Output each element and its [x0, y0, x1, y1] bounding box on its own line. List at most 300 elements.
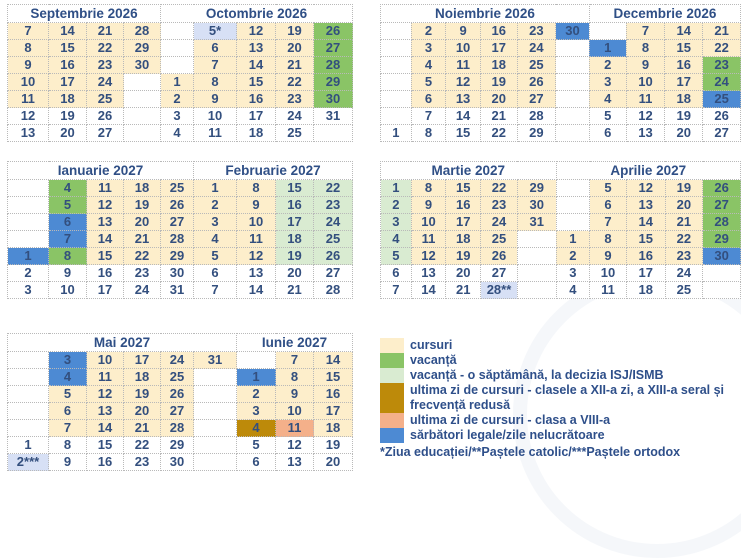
day-cell: 9	[446, 23, 481, 40]
calendar-block-nov-dec-2026	[380, 4, 741, 142]
day-cell: 28	[517, 108, 556, 125]
day-cell: 13	[626, 125, 665, 142]
day-cell: 18	[665, 91, 703, 108]
day-cell: 17	[49, 74, 87, 91]
day-cell: 1	[8, 437, 49, 454]
day-cell: 23	[481, 197, 518, 214]
week-row	[8, 74, 353, 91]
day-cell: 26	[481, 248, 518, 265]
day-cell: 11	[87, 369, 124, 386]
day-cell: 13	[446, 91, 481, 108]
day-cell: 18	[480, 57, 517, 74]
day-cell: 28**	[481, 282, 518, 299]
empty-cell	[589, 23, 626, 40]
day-cell: 5	[590, 180, 627, 197]
day-cell: 7	[194, 282, 237, 299]
day-cell: 22	[87, 40, 124, 57]
day-cell: 20	[665, 197, 703, 214]
day-cell: 18	[237, 125, 276, 142]
legend-footnote: *Ziua educației/**Paștele catolic/***Paștele ortodox	[380, 445, 681, 459]
month-title-jan-2027: Ianuarie 2027	[8, 162, 194, 180]
month-title-may-2027: Mai 2027	[8, 334, 237, 352]
empty-cell	[8, 180, 49, 197]
day-cell: 13	[237, 265, 276, 282]
empty-cell	[161, 57, 194, 74]
day-cell: 18	[314, 420, 353, 437]
day-cell: 20	[124, 214, 161, 231]
day-cell: 18	[124, 180, 161, 197]
day-cell: 17	[626, 265, 665, 282]
week-row	[381, 180, 741, 197]
day-cell: 9	[8, 57, 49, 74]
day-cell: 16	[237, 91, 276, 108]
day-cell: 15	[626, 231, 665, 248]
day-cell: 23	[665, 248, 703, 265]
day-cell: 19	[314, 437, 353, 454]
day-cell: 3	[381, 214, 412, 231]
day-cell: 8	[8, 40, 49, 57]
legend-item-cursuri	[380, 338, 740, 353]
week-row	[381, 74, 741, 91]
day-cell: 9	[626, 57, 665, 74]
legend-item-ultima-zi-viii	[380, 413, 740, 428]
empty-cell	[517, 282, 556, 299]
empty-cell	[194, 386, 237, 403]
day-cell: 9	[49, 454, 87, 471]
empty-cell	[381, 108, 412, 125]
day-cell: 16	[87, 454, 124, 471]
calendar-grid	[380, 161, 741, 299]
calendar-block-sep-oct-2026	[7, 4, 353, 142]
day-cell: 1	[589, 40, 626, 57]
day-cell: 12	[237, 23, 276, 40]
day-cell: 16	[49, 57, 87, 74]
legend-label: ultima zi de cursuri - clasele a XII-a zi, a XIII-a seral și frecvență redusă	[410, 383, 725, 412]
day-cell: 2	[8, 265, 49, 282]
day-cell: 29	[314, 74, 353, 91]
legend-swatch	[380, 383, 404, 413]
day-cell: 22	[703, 40, 741, 57]
day-cell: 14	[237, 57, 276, 74]
day-cell: 1	[8, 248, 49, 265]
day-cell: 10	[626, 74, 665, 91]
empty-cell	[381, 40, 412, 57]
day-cell: 6	[381, 265, 412, 282]
day-cell: 22	[124, 248, 161, 265]
day-cell: 29	[161, 248, 194, 265]
day-cell: 8	[626, 40, 665, 57]
month-title-feb-2027: Februarie 2027	[194, 162, 353, 180]
day-cell: 4	[49, 180, 87, 197]
day-cell: 16	[480, 23, 517, 40]
day-cell: 12	[87, 197, 124, 214]
day-cell: 3	[411, 40, 446, 57]
empty-cell	[194, 437, 237, 454]
day-cell: 16	[314, 386, 353, 403]
day-cell: 26	[161, 386, 194, 403]
day-cell: 27	[161, 214, 194, 231]
day-cell: 8	[276, 369, 314, 386]
day-cell: 21	[480, 108, 517, 125]
day-cell: 13	[411, 265, 446, 282]
day-cell: 9	[194, 91, 237, 108]
day-cell: 27	[87, 125, 124, 142]
day-cell: 2	[589, 57, 626, 74]
day-cell: 21	[124, 420, 161, 437]
day-cell: 8	[411, 125, 446, 142]
day-cell: 2	[237, 386, 276, 403]
month-title-apr-2027: Aprilie 2027	[556, 162, 740, 180]
day-cell: 7	[49, 231, 87, 248]
day-cell: 30	[314, 91, 353, 108]
day-cell: 22	[276, 74, 314, 91]
day-cell: 21	[703, 23, 741, 40]
day-cell: 7	[8, 23, 49, 40]
day-cell: 23	[703, 57, 741, 74]
empty-cell	[381, 74, 412, 91]
day-cell: 19	[124, 386, 161, 403]
day-cell: 16	[626, 248, 665, 265]
empty-cell	[556, 197, 590, 214]
day-cell: 25	[161, 180, 194, 197]
day-cell: 7	[381, 282, 412, 299]
day-cell: 17	[480, 40, 517, 57]
day-cell: 21	[87, 23, 124, 40]
day-cell: 1	[161, 74, 194, 91]
empty-cell	[381, 91, 412, 108]
empty-cell	[314, 125, 353, 142]
day-cell: 5*	[194, 23, 237, 40]
month-title-jun-2027: Iunie 2027	[237, 334, 353, 352]
week-row	[381, 40, 741, 57]
day-cell: 15	[665, 40, 703, 57]
day-cell: 10	[276, 403, 314, 420]
day-cell: 4	[49, 369, 87, 386]
day-cell: 23	[314, 197, 353, 214]
day-cell: 31	[517, 214, 556, 231]
day-cell: 11	[590, 282, 627, 299]
day-cell: 1	[237, 369, 276, 386]
legend-swatch	[380, 413, 404, 428]
legend-swatch	[380, 428, 404, 443]
day-cell: 10	[446, 40, 481, 57]
day-cell: 25	[314, 231, 353, 248]
day-cell: 6	[589, 125, 626, 142]
day-cell: 24	[481, 214, 518, 231]
day-cell: 14	[87, 420, 124, 437]
day-cell: 28	[161, 231, 194, 248]
day-cell: 6	[411, 91, 446, 108]
day-cell: 3	[8, 282, 49, 299]
month-title-nov-2026: Noiembrie 2026	[381, 5, 590, 23]
day-cell: 24	[314, 214, 353, 231]
day-cell: 5	[49, 386, 87, 403]
day-cell: 16	[87, 265, 124, 282]
week-row	[8, 420, 353, 437]
day-cell: 20	[124, 403, 161, 420]
week-row	[8, 180, 353, 197]
day-cell: 24	[161, 352, 194, 369]
day-cell: 19	[276, 248, 314, 265]
empty-cell	[517, 248, 556, 265]
day-cell: 17	[665, 74, 703, 91]
day-cell: 18	[124, 369, 161, 386]
day-cell: 11	[237, 231, 276, 248]
day-cell: 2	[381, 197, 412, 214]
day-cell: 6	[194, 265, 237, 282]
empty-cell	[194, 403, 237, 420]
day-cell: 24	[665, 265, 703, 282]
day-cell: 7	[194, 57, 237, 74]
empty-cell	[8, 214, 49, 231]
day-cell: 1	[194, 180, 237, 197]
day-cell: 15	[314, 369, 353, 386]
day-cell: 25	[87, 91, 124, 108]
empty-cell	[556, 108, 590, 125]
day-cell: 6	[49, 214, 87, 231]
day-cell: 17	[124, 352, 161, 369]
legend-swatch	[380, 338, 404, 353]
calendar-block-jan-feb-2027	[7, 161, 353, 299]
day-cell: 2	[161, 91, 194, 108]
day-cell: 19	[124, 197, 161, 214]
day-cell: 27	[314, 265, 353, 282]
empty-cell	[8, 386, 49, 403]
day-cell: 13	[626, 197, 665, 214]
day-cell: 11	[446, 57, 481, 74]
day-cell: 3	[161, 108, 194, 125]
day-cell: 14	[314, 352, 353, 369]
day-cell: 13	[87, 403, 124, 420]
day-cell: 13	[276, 454, 314, 471]
day-cell: 20	[49, 125, 87, 142]
week-row	[8, 369, 353, 386]
day-cell: 5	[589, 108, 626, 125]
day-cell: 25	[481, 231, 518, 248]
day-cell: 26	[314, 248, 353, 265]
day-cell: 28	[314, 57, 353, 74]
day-cell: 4	[237, 420, 276, 437]
day-cell: 12	[237, 248, 276, 265]
day-cell: 5	[411, 74, 446, 91]
day-cell: 15	[446, 125, 481, 142]
day-cell: 14	[237, 282, 276, 299]
day-cell: 10	[8, 74, 49, 91]
day-cell: 2	[411, 23, 446, 40]
day-cell: 30	[161, 265, 194, 282]
day-cell: 19	[446, 248, 481, 265]
day-cell: 12	[8, 108, 49, 125]
day-cell: 15	[49, 40, 87, 57]
empty-cell	[237, 352, 276, 369]
week-row	[381, 197, 741, 214]
day-cell: 23	[124, 454, 161, 471]
day-cell: 3	[556, 265, 590, 282]
day-cell: 14	[446, 108, 481, 125]
empty-cell	[8, 197, 49, 214]
empty-cell	[703, 265, 741, 282]
day-cell: 28	[314, 282, 353, 299]
empty-cell	[8, 231, 49, 248]
week-row	[8, 352, 353, 369]
day-cell: 16	[446, 197, 481, 214]
day-cell: 28	[703, 214, 741, 231]
day-cell: 12	[446, 74, 481, 91]
day-cell: 6	[237, 454, 276, 471]
day-cell: 1	[381, 125, 412, 142]
day-cell: 10	[411, 214, 446, 231]
day-cell: 3	[237, 403, 276, 420]
empty-cell	[8, 403, 49, 420]
day-cell: 9	[237, 197, 276, 214]
month-title-oct-2026: Octombrie 2026	[161, 5, 353, 23]
calendar-grid	[380, 4, 741, 142]
day-cell: 7	[276, 352, 314, 369]
day-cell: 25	[665, 282, 703, 299]
day-cell: 14	[411, 282, 446, 299]
day-cell: 27	[703, 197, 741, 214]
empty-cell	[517, 265, 556, 282]
day-cell: 30	[556, 23, 590, 40]
legend-swatch	[380, 353, 404, 368]
day-cell: 19	[665, 108, 703, 125]
week-row	[381, 57, 741, 74]
day-cell: 10	[87, 352, 124, 369]
day-cell: 11	[8, 91, 49, 108]
day-cell: 15	[87, 248, 124, 265]
day-cell: 10	[49, 282, 87, 299]
day-cell: 31	[161, 282, 194, 299]
day-cell: 9	[276, 386, 314, 403]
empty-cell	[8, 369, 49, 386]
day-cell: 1	[556, 231, 590, 248]
day-cell: 27	[314, 40, 353, 57]
day-cell: 22	[314, 180, 353, 197]
week-row	[8, 108, 353, 125]
empty-cell	[556, 125, 590, 142]
day-cell: 29	[124, 40, 161, 57]
day-cell: 6	[194, 40, 237, 57]
day-cell: 19	[276, 23, 314, 40]
day-cell: 28	[124, 23, 161, 40]
day-cell: 11	[626, 91, 665, 108]
day-cell: 21	[665, 214, 703, 231]
day-cell: 20	[276, 40, 314, 57]
empty-cell	[381, 23, 412, 40]
day-cell: 5	[194, 248, 237, 265]
legend-item-vacanta	[380, 353, 740, 368]
day-cell: 17	[237, 108, 276, 125]
day-cell: 22	[665, 231, 703, 248]
day-cell: 26	[703, 180, 741, 197]
day-cell: 21	[276, 57, 314, 74]
day-cell: 11	[87, 180, 124, 197]
day-cell: 17	[87, 282, 124, 299]
day-cell: 8	[590, 231, 627, 248]
empty-cell	[703, 282, 741, 299]
day-cell: 12	[626, 108, 665, 125]
day-cell: 11	[276, 420, 314, 437]
week-row	[381, 231, 741, 248]
day-cell: 11	[411, 231, 446, 248]
month-title-sep-2026: Septembrie 2026	[8, 5, 161, 23]
day-cell: 26	[161, 197, 194, 214]
day-cell: 21	[124, 231, 161, 248]
week-row	[8, 386, 353, 403]
day-cell: 9	[590, 248, 627, 265]
empty-cell	[556, 91, 590, 108]
legend-label: ultima zi de cursuri - clasa a VIII-a	[410, 413, 611, 427]
day-cell: 28	[161, 420, 194, 437]
legend-swatch	[380, 368, 404, 383]
week-row	[8, 265, 353, 282]
day-cell: 29	[517, 125, 556, 142]
week-row	[8, 214, 353, 231]
day-cell: 26	[517, 74, 556, 91]
day-cell: 4	[161, 125, 194, 142]
day-cell: 18	[49, 91, 87, 108]
empty-cell	[124, 91, 161, 108]
week-row	[8, 125, 353, 142]
day-cell: 30	[124, 57, 161, 74]
day-cell: 29	[161, 437, 194, 454]
empty-cell	[556, 57, 590, 74]
empty-cell	[381, 57, 412, 74]
empty-cell	[194, 420, 237, 437]
day-cell: 13	[87, 214, 124, 231]
empty-cell	[124, 125, 161, 142]
week-row	[381, 91, 741, 108]
week-row	[8, 91, 353, 108]
day-cell: 24	[703, 74, 741, 91]
day-cell: 12	[411, 248, 446, 265]
day-cell: 10	[194, 108, 237, 125]
day-cell: 18	[276, 231, 314, 248]
empty-cell	[124, 108, 161, 125]
day-cell: 22	[480, 125, 517, 142]
day-cell: 21	[446, 282, 481, 299]
day-cell: 27	[481, 265, 518, 282]
week-row	[8, 40, 353, 57]
legend-label: sărbători legale/zile nelucrătoare	[410, 428, 605, 442]
day-cell: 22	[124, 437, 161, 454]
day-cell: 20	[446, 265, 481, 282]
day-cell: 13	[237, 40, 276, 57]
day-cell: 12	[276, 437, 314, 454]
day-cell: 1	[381, 180, 412, 197]
empty-cell	[161, 40, 194, 57]
day-cell: 15	[237, 74, 276, 91]
day-cell: 20	[314, 454, 353, 471]
day-cell: 24	[124, 282, 161, 299]
day-cell: 23	[124, 265, 161, 282]
day-cell: 3	[194, 214, 237, 231]
day-cell: 18	[626, 282, 665, 299]
empty-cell	[8, 420, 49, 437]
week-row	[381, 214, 741, 231]
month-title-mar-2027: Martie 2027	[381, 162, 557, 180]
day-cell: 8	[49, 437, 87, 454]
day-cell: 19	[480, 74, 517, 91]
day-cell: 20	[276, 265, 314, 282]
month-title-dec-2026: Decembrie 2026	[589, 5, 740, 23]
day-cell: 4	[194, 231, 237, 248]
week-row	[8, 403, 353, 420]
day-cell: 23	[87, 57, 124, 74]
week-row	[8, 248, 353, 265]
week-row	[8, 23, 353, 40]
day-cell: 16	[276, 197, 314, 214]
